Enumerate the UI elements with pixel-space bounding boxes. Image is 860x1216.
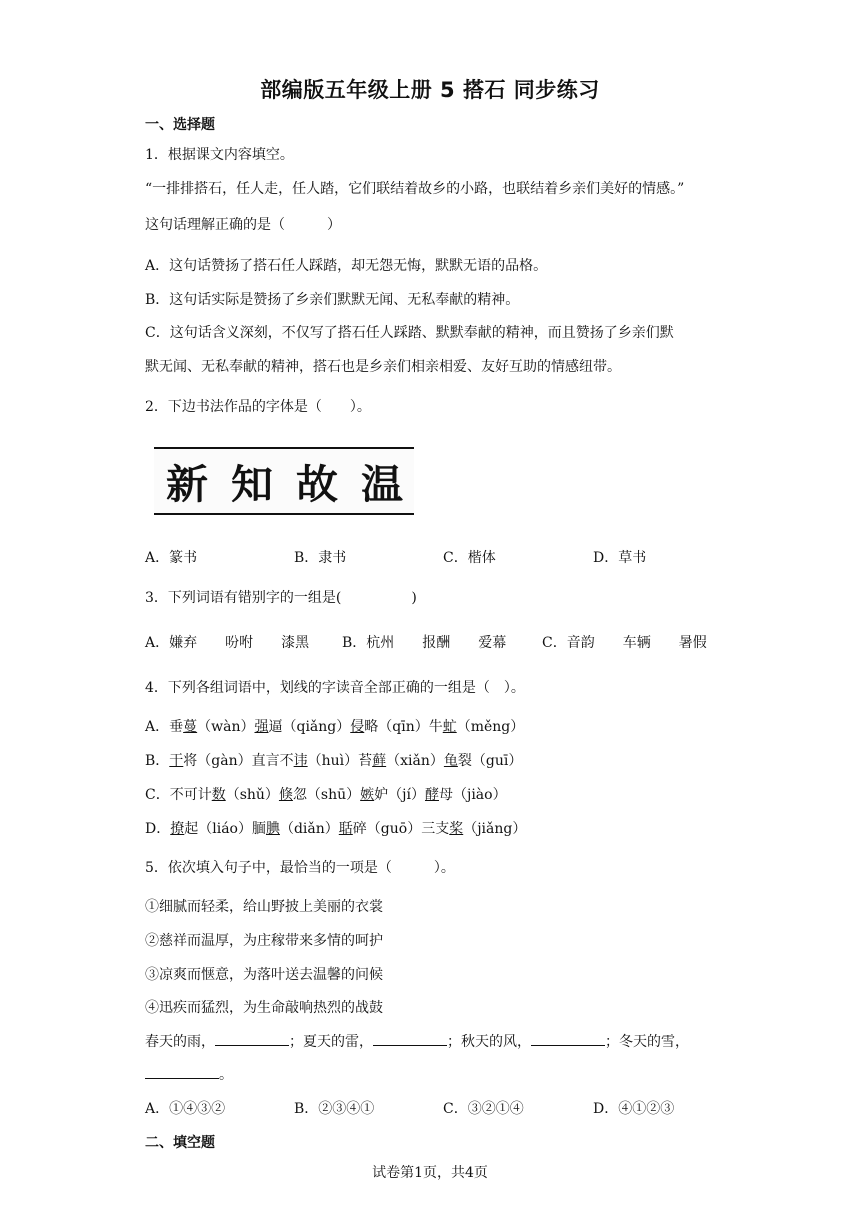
q5-sentence-1: ①细腻而轻柔，给山野披上美丽的衣裳 [145, 899, 383, 915]
q2-option-c: C．楷体 [443, 550, 496, 566]
q5-sentence-4: ④迅疾而猛烈，为生命敲响热烈的战鼓 [145, 1000, 383, 1016]
q4-option-d: D．撩起（liáo）腼腆（diǎn）聒碎（guō）三支桨（jiǎng） [145, 821, 527, 837]
q5-option-d: D．④①②③ [593, 1101, 675, 1117]
q5-sentence-3: ③凉爽而惬意，为落叶送去温馨的问候 [145, 967, 383, 983]
q1-quote: “一排排搭石，任人走，任人踏，它们联结着故乡的小路，也联结着乡亲们美好的情感。” [145, 181, 685, 197]
calligraphy-char: 知 [230, 460, 273, 508]
q3-option-b: B．杭州 报酬 爱幕 [342, 635, 507, 651]
q1-option-a: A．这句话赞扬了搭石任人踩踏，却无怨无悔，默默无语的品格。 [145, 258, 548, 274]
q2-option-a: A．篆书 [145, 550, 198, 566]
q3-option-c: C．音韵 车辆 暑假 [542, 635, 707, 651]
answer-blank[interactable] [145, 1066, 219, 1079]
q4-stem: 4．下列各组词语中，划线的字读音全部正确的一组是（ ）。 [145, 680, 525, 696]
q3-option-a: A．嫌弃 吩咐 漆黑 [145, 635, 310, 651]
answer-blank[interactable] [373, 1033, 447, 1046]
q3-stem: 3．下列词语有错别字的一组是( ) [145, 590, 417, 606]
q4-option-a: A．垂蔓（wàn）强逼（qiǎng）侵略（qīn）牛虻（měng） [145, 719, 525, 735]
q1-option-c-line1: C．这句话含义深刻，不仅写了搭石任人踩踏、默默奉献的精神，而且赞扬了乡亲们默 [145, 325, 674, 341]
q5-option-c: C．③②①④ [443, 1101, 524, 1117]
q1-option-b: B．这句话实际是赞扬了乡亲们默默无闻、无私奉献的精神。 [145, 292, 520, 308]
calligraphy-char: 温 [360, 460, 403, 508]
q5-option-b: B．②③④① [294, 1101, 375, 1117]
q5-fill-line: 春天的雨， ；夏天的雷， ；秋天的风， ；冬天的雪， [145, 1034, 689, 1050]
q4-option-c: C．不可计数（shǔ）倏忽（shū）嫉妒（jí）酵母（jiào） [145, 787, 507, 803]
section-heading-fill: 二、填空题 [145, 1135, 215, 1151]
q4-option-b: B．干将（gàn）直言不讳（huì）苔藓（xiǎn）龟裂（guī） [145, 753, 523, 769]
q2-option-d: D．草书 [593, 550, 647, 566]
page-title: 部编版五年级上册 5 搭石 同步练习 [260, 78, 600, 102]
calligraphy-char: 新 [165, 460, 208, 508]
q5-sentence-2: ②慈祥而温厚，为庄稼带来多情的呵护 [145, 933, 383, 949]
q5-fill-line-2: 。 [145, 1064, 233, 1084]
section-heading-choice: 一、选择题 [145, 117, 215, 133]
q5-stem: 5．依次填入句子中，最恰当的一项是（ ）。 [145, 860, 455, 876]
q1-prompt: 这句话理解正确的是（ ） [145, 217, 341, 233]
answer-blank[interactable] [531, 1033, 605, 1046]
answer-blank[interactable] [215, 1033, 289, 1046]
q2-option-b: B．隶书 [294, 550, 347, 566]
page-footer: 试卷第1页，共4页 [372, 1165, 488, 1181]
calligraphy-char: 故 [295, 460, 338, 508]
q2-stem: 2．下边书法作品的字体是（ ）。 [145, 399, 371, 415]
q1-option-c-line2: 默无闻、无私奉献的精神，搭石也是乡亲们相亲相爱、友好互助的情感纽带。 [145, 359, 621, 375]
q1-stem: 1．根据课文内容填空。 [145, 147, 294, 163]
calligraphy-image [154, 447, 414, 515]
q5-option-a: A．①④③② [145, 1101, 226, 1117]
